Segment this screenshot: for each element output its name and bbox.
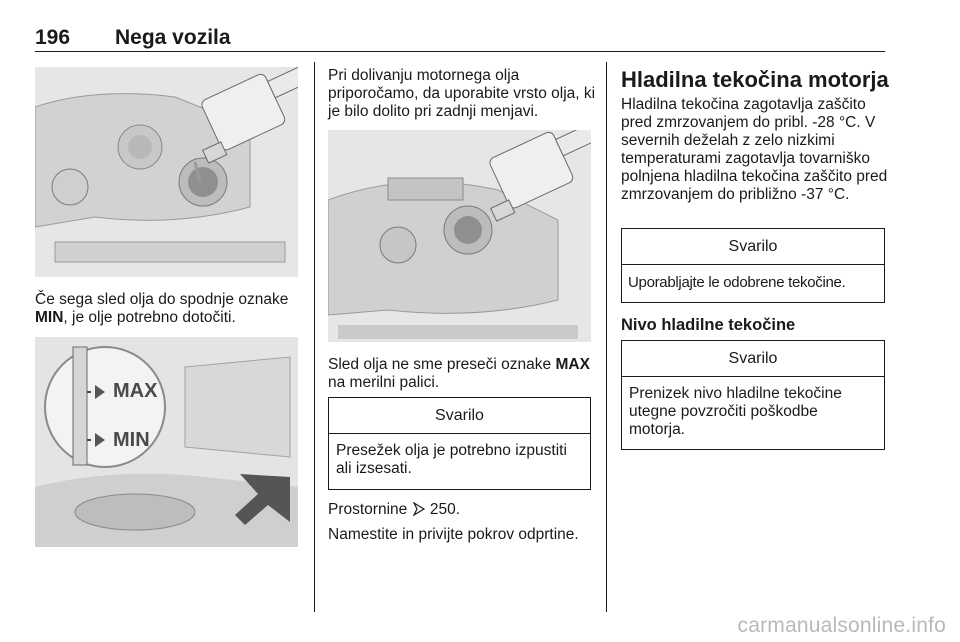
- column-divider-1: [314, 62, 315, 612]
- min-label: MIN: [35, 309, 64, 326]
- page-reference-link[interactable]: 250: [429, 501, 456, 518]
- paragraph-capacities: Prostornine 250.: [328, 501, 461, 518]
- page-title: Nega vozila: [115, 26, 231, 49]
- page-header: [35, 26, 885, 52]
- illustration-dipstick: [35, 337, 298, 547]
- max-label: MAX: [555, 356, 590, 373]
- paragraph-coolant-protection: Hladilna tekočina zagotavlja zaščito pred zmrzovanjem do pribl. -28 °C. V severnih deželah z zelo nizkimi temperaturami zagotavlja tovarniško polnjena hladilna tekočina zaščito pred zmrzovanjem do približno -37 °C.: [621, 96, 888, 203]
- oil-filling-drawing: [35, 67, 298, 277]
- warning-box-approved-fluids: [621, 228, 885, 303]
- warning-title: Svarilo: [329, 398, 590, 434]
- illustration-oil-filling: [35, 67, 298, 277]
- paragraph-oil-type: Pri dolivanju motornega olja priporočamo, da uporabite vrsto olja, ki je bilo dolito pri zadnji menjavi.: [328, 67, 596, 120]
- warning-title: Svarilo: [622, 341, 884, 377]
- dipstick-max-label: MAX: [113, 380, 158, 402]
- warning-title: Svarilo: [622, 229, 884, 265]
- paragraph-cap-install: Namestite in privijte pokrov odprtine.: [328, 526, 579, 543]
- paragraph-min-mark: Če sega sled olja do spodnje oznake MIN, je olje potrebno dotočiti.: [35, 291, 289, 326]
- subheading-coolant-level: Nivo hladilne tekočine: [621, 316, 796, 334]
- dipstick-drawing: [35, 337, 298, 547]
- page-number: 196: [35, 26, 71, 49]
- illustration-oil-pouring: [328, 130, 591, 342]
- section-heading-coolant: Hladilna tekočina motorja: [621, 67, 889, 92]
- warning-text: Uporabljajte le odobrene tekočine.: [628, 274, 846, 291]
- oil-pouring-drawing: [328, 130, 591, 342]
- column-divider-2: [606, 62, 607, 612]
- dipstick-min-label: MIN: [113, 429, 150, 451]
- ref-arrow-icon[interactable]: [412, 502, 426, 516]
- watermark: carmanualsonline.info: [737, 614, 946, 637]
- paragraph-max-mark: Sled olja ne sme preseči oznake MAX na merilni palici.: [328, 356, 590, 391]
- warning-box-coolant-level: [621, 340, 885, 450]
- warning-box-oil: [328, 397, 591, 490]
- warning-text: Prenizek nivo hladilne tekočine utegne povzročiti poškodbe motorja.: [629, 385, 842, 438]
- warning-text: Presežek olja je potrebno izpustiti ali izsesati.: [336, 442, 567, 477]
